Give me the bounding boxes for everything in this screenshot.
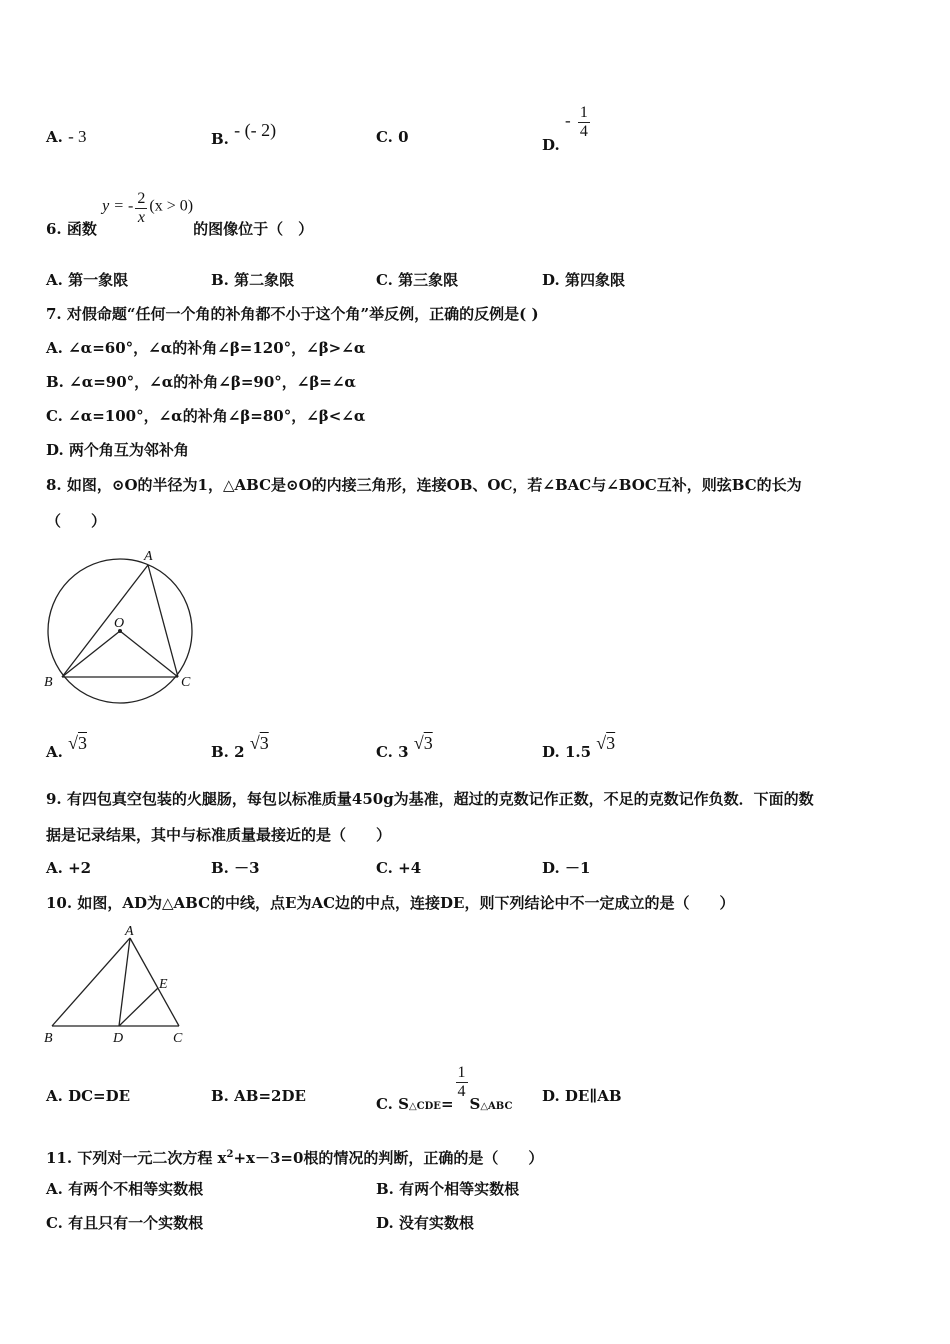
- q8-stem-line2: （ ）: [46, 512, 107, 530]
- segment-de: [119, 988, 158, 1026]
- label-e: E: [159, 977, 168, 992]
- q10-stem: 10. 如图，AD为△ABC的中线，点E为AC边的中点，连接DE，则下列结论中不一定成立的是（ ）: [46, 894, 735, 912]
- q8-stem-line1: 8. 如图，⊙O的半径为1，△ABC是⊙O的内接三角形，连接OB、OC，若∠BAC与∠BOC互补，则弦BC的长为: [46, 476, 802, 494]
- label-a: A: [125, 924, 134, 939]
- q8-option-b: B. 2 √3: [211, 733, 269, 761]
- q11-option-d: D. 没有实数根: [376, 1214, 474, 1232]
- q8-option-a: A. √3: [46, 733, 87, 761]
- q10-option-b: B. AB=2DE: [211, 1087, 306, 1105]
- q7-option-b: B. ∠α=90°，∠α的补角∠β=90°，∠β=∠α: [46, 373, 356, 391]
- q11-stem: 11. 下列对一元二次方程 $x^2+x-3=0$根的情况的判断，正确的是（ ）: [46, 1149, 544, 1167]
- q9-option-c: C. +4: [376, 859, 422, 877]
- label-c: C: [181, 675, 191, 690]
- segment-oc: [120, 631, 178, 677]
- label-a: A: [144, 549, 153, 564]
- q10-option-d: D. DE∥AB: [542, 1087, 622, 1105]
- label-b: B: [44, 1031, 53, 1046]
- q7-stem: 7. 对假命题“任何一个角的补角都不小于这个角”举反例，正确的反例是( ): [46, 305, 539, 323]
- q11-option-c: C. 有且只有一个实数根: [46, 1214, 204, 1232]
- label-d: D: [113, 1031, 124, 1046]
- q10-option-c: C. S△CDE= $\frac{1}{4}$ S△ABC: [376, 1064, 513, 1113]
- q9-option-b: B. －3: [211, 859, 260, 877]
- q6-option-a: A. 第一象限: [46, 271, 129, 289]
- q5-option-d: D. - $\frac{1}{4}$: [542, 104, 588, 154]
- q6-option-d: D. 第四象限: [542, 271, 625, 289]
- q7-option-a: A. ∠α=60°，∠α的补角∠β=120°，∠β>∠α: [46, 339, 366, 357]
- segment-ad: [119, 938, 130, 1026]
- q7-option-d: D. 两个角互为邻补角: [46, 441, 189, 459]
- segment-ac: [130, 938, 179, 1026]
- q11-option-b: B. 有两个相等实数根: [376, 1180, 520, 1198]
- q10-triangle-figure: [42, 922, 192, 1050]
- q11-option-a: A. 有两个不相等实数根: [46, 1180, 204, 1198]
- label-o: O: [114, 616, 125, 631]
- q5-option-a: A. - 3: [46, 127, 87, 146]
- segment-ab: [62, 565, 148, 677]
- segment-ob: [62, 631, 120, 677]
- q7-option-c: C. ∠α=100°，∠α的补角∠β=80°，∠β<∠α: [46, 407, 366, 425]
- q5-option-c: C. 0: [376, 128, 409, 146]
- q8-circle-figure: [40, 545, 210, 715]
- q6-option-c: C. 第三象限: [376, 271, 459, 289]
- q10-option-a: A. DC=DE: [46, 1087, 131, 1105]
- q9-option-d: D. －1: [542, 859, 591, 877]
- segment-ab: [52, 938, 130, 1026]
- label-c: C: [173, 1031, 183, 1046]
- q9-stem-line1: 9. 有四包真空包装的火腿肠，每包以标准质量450g为基准，超过的克数记作正数，不足的克数记作负数．下面的数: [46, 790, 814, 808]
- q5-option-b: B. - (- 2): [211, 120, 277, 148]
- q9-stem-line2: 据是记录结果，其中与标准质量最接近的是（ ）: [46, 826, 392, 844]
- q8-option-c: C. 3 √3: [376, 733, 433, 761]
- q6-option-b: B. 第二象限: [211, 271, 295, 289]
- label-b: B: [44, 675, 53, 690]
- q9-option-a: A. +2: [46, 859, 92, 877]
- segment-ac: [148, 565, 178, 677]
- q8-option-d: D. 1.5 √3: [542, 733, 616, 761]
- q6-stem: 6. 函数 y = - $\frac{2}{x}$ (x > 0)的图像位于（ ）: [46, 190, 314, 238]
